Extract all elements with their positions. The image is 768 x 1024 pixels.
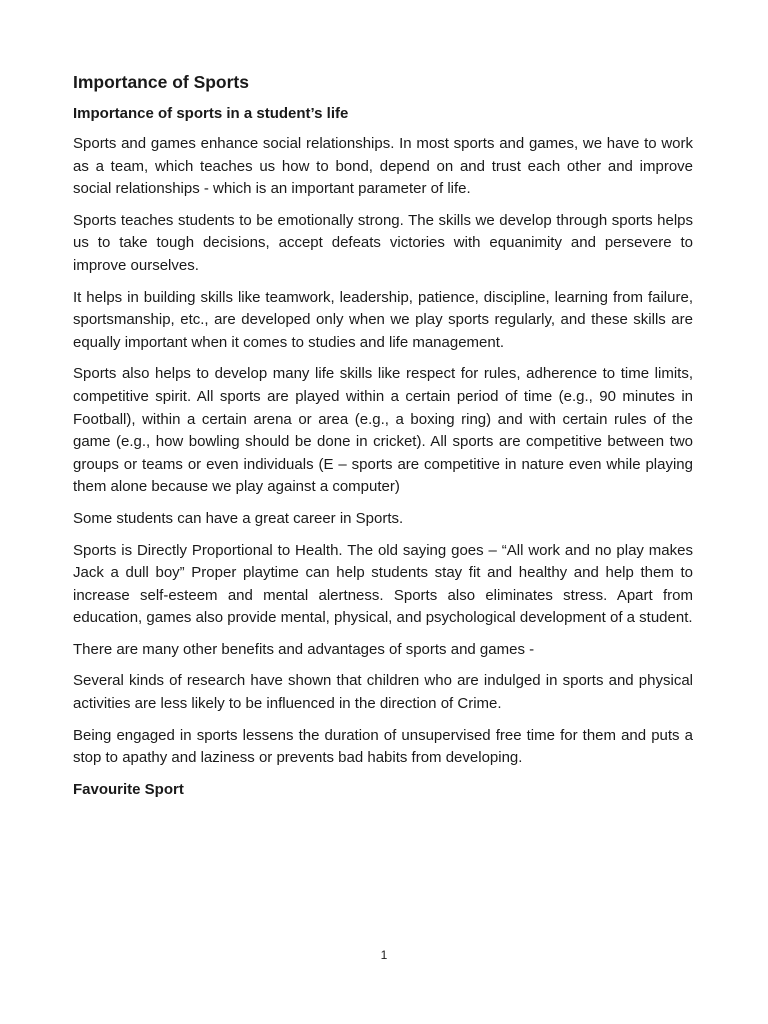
page-number: 1 <box>380 948 388 962</box>
paragraph-health: Sports is Directly Proportional to Health. The old saying goes – “All work and no play makes Jack a dull boy” Proper playtime can help students stay fit and healthy and help them to increase self-esteem and mental alertness. Sports also eliminates stress. Apart from education, games also provide mental, physical, and psychological development of a student. <box>73 541 693 627</box>
paragraph-other-benefits: There are many other benefits and advantages of sports and games - <box>73 640 535 658</box>
document-title: Importance of Sports <box>73 72 249 92</box>
section-heading: Importance of sports in a student’s life <box>73 105 349 122</box>
document-page <box>73 70 693 809</box>
favourite-sport-heading: Favourite Sport <box>73 780 184 798</box>
paragraph-free-time: Being engaged in sports lessens the duration of unsupervised free time for them and puts a stop to apathy and laziness or prevents bad habits from developing. <box>73 726 693 767</box>
paragraph-life-skills: Sports also helps to develop many life skills like respect for rules, adherence to time limits, competitive spirit. All sports are played within a certain period of time (e.g., 90 minutes in Football), within a certain arena or area (e.g., a boxing ring) and with certain rules of the game (e.g., how bowling should be done in cricket). All sports are competitive between two groups or teams or even individuals (E – sports are competitive in nature even while playing them alone because we play against a computer) <box>73 365 693 496</box>
paragraph-emotional-strength: Sports teaches students to be emotionally strong. The skills we develop through sports helps us to take tough decisions, accept defeats victories with equanimity and persevere to improve ourselves. <box>73 211 693 274</box>
paragraph-building-skills: It helps in building skills like teamwork, leadership, patience, discipline, learning from failure, sportsmanship, etc., are developed only when we play sports regularly, and these skills are equally important when it comes to studies and life management. <box>73 288 693 351</box>
paragraph-career: Some students can have a great career in Sports. <box>73 509 404 527</box>
paragraph-research-crime: Several kinds of research have shown that children who are indulged in sports and physical activities are less likely to be influenced in the direction of Crime. <box>73 672 693 713</box>
paragraph-social-relationships: Sports and games enhance social relationships. In most sports and games, we have to work as a team, which teaches us how to bond, depend on and trust each other and improve social relationships - which is an important parameter of life. <box>73 135 693 198</box>
